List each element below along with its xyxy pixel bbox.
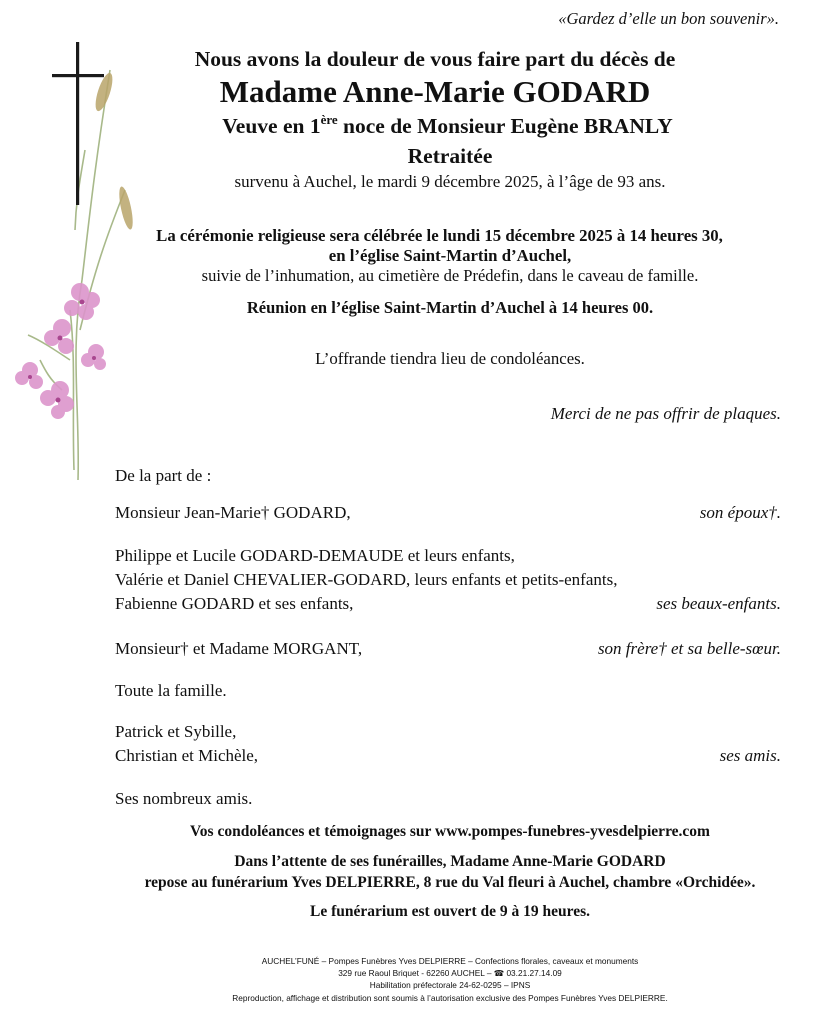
family-line: Christian et Michèle,	[115, 746, 259, 765]
footer-address-line	[0, 968, 815, 978]
family-relation: ses amis.	[719, 746, 781, 765]
family-line: Valérie et Daniel CHEVALIER-GODARD, leurs enfants et petits-enfants,	[115, 570, 618, 589]
ceremony-line-1: La cérémonie religieuse sera célébrée le lundi 15 décembre 2025 à 14 heures 30,	[156, 226, 723, 245]
widow-line	[0, 112, 815, 139]
ceremony-line-2: en l’église Saint-Martin d’Auchel,	[328, 246, 572, 265]
death-info: survenu à Auchel, le mardi 9 décembre 2025, à l’âge de 93 ans.	[234, 172, 666, 191]
family-line: Patrick et Sybille,	[115, 722, 237, 741]
family-relation: ses beaux-enfants.	[656, 594, 781, 613]
footer-phone: 03.21.27.14.09	[506, 968, 562, 978]
widow-prefix: Veuve en 1	[222, 114, 321, 138]
footer-address: 329 rue Raoul Briquet - 62260 AUCHEL –	[338, 968, 492, 978]
family-line: Philippe et Lucile GODARD-DEMAUDE et leurs enfants,	[115, 546, 515, 565]
widow-suffix: noce de Monsieur Eugène BRANLY	[337, 114, 673, 138]
phone-icon: ☎	[493, 968, 505, 978]
footer-habilitation: Habilitation préfectorale 24-62-0295 – IPNS	[369, 980, 531, 990]
family-line: Ses nombreux amis.	[115, 789, 253, 808]
offering-notice: L’offrande tiendra lieu de condoléances.	[315, 349, 585, 368]
motto: «Gardez d’elle un bon souvenir».	[558, 9, 779, 28]
ceremony-line-3: suivie de l’inhumation, au cimetière de Prédefin, dans le caveau de famille.	[201, 266, 699, 285]
condolences-notice: Vos condoléances et témoignages sur www.pompes-funebres-yvesdelpierre.com	[190, 823, 710, 840]
family-line: Monsieur† et Madame MORGANT,	[115, 639, 363, 658]
family-line: Fabienne GODARD et ses enfants,	[115, 594, 354, 613]
footer-company: AUCHEL’FUNÉ – Pompes Funèbres Yves DELPIERRE – Confections florales, caveaux et monuments	[261, 956, 639, 966]
widow-superscript: ère	[320, 112, 338, 127]
occupation: Retraitée	[407, 144, 493, 168]
family-intro: De la part de :	[115, 466, 212, 485]
footer-rights: Reproduction, affichage et distribution sont soumis à l’autorisation exclusive des Pompes Funèbres Yves DELPIERRE.	[232, 993, 668, 1003]
opening-hours: Le funérarium est ouvert de 9 à 19 heures.	[310, 903, 590, 920]
family-relation: son frère† et sa belle-sœur.	[597, 639, 781, 658]
family-line: Toute la famille.	[115, 681, 227, 700]
no-plaques-notice: Merci de ne pas offrir de plaques.	[550, 404, 781, 423]
deceased-name: Madame Anne-Marie GODARD	[219, 74, 651, 109]
family-relation: son époux†.	[699, 503, 781, 522]
funerarium-notice-line-1: Dans l’attente de ses funérailles, Madame Anne-Marie GODARD	[234, 853, 666, 870]
announcement-heading: Nous avons la douleur de vous faire part du décès de	[194, 47, 676, 71]
funerarium-notice-line-2: repose au funérarium Yves DELPIERRE, 8 rue du Val fleuri à Auchel, chambre «Orchidée».	[144, 874, 756, 891]
family-line: Monsieur Jean-Marie† GODARD,	[115, 503, 351, 522]
reunion-notice: Réunion en l’église Saint-Martin d’Auchel à 14 heures 00.	[246, 298, 654, 317]
